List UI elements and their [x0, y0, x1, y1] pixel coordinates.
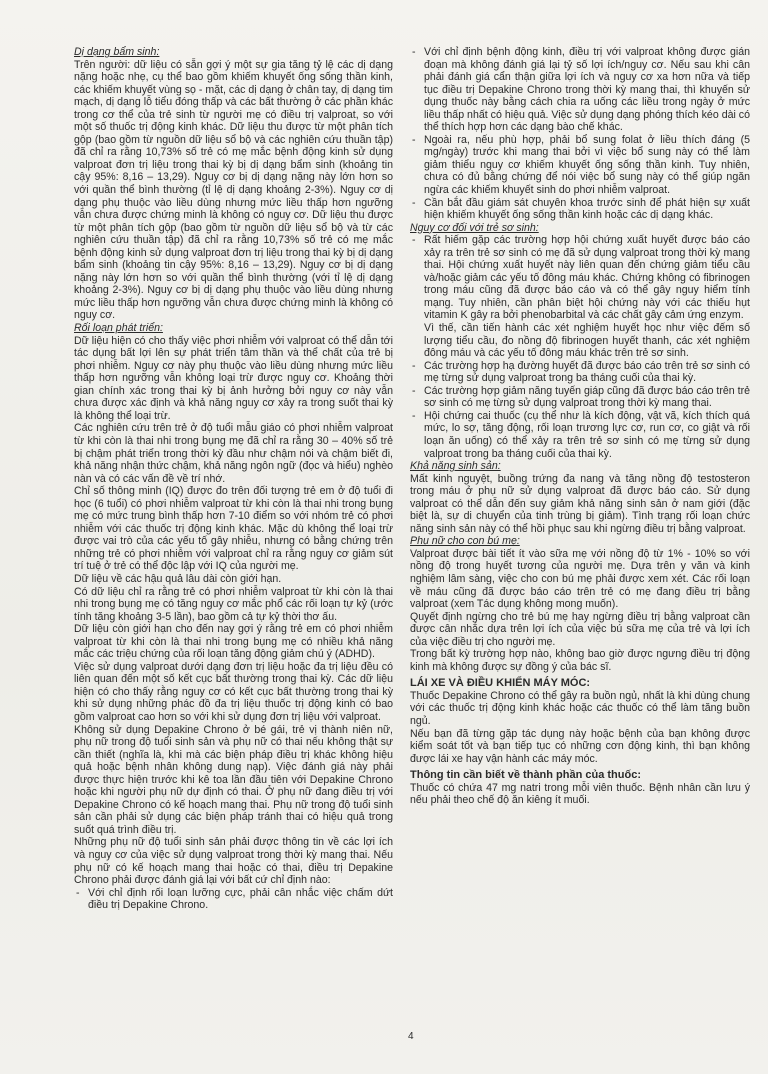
left-column — [74, 46, 393, 1046]
paragraph: Không sử dụng Depakine Chrono ở bé gái, trẻ vị thành niên nữ, phụ nữ trong độ tuổi sinh sản và phụ nữ có thai nếu không thật sự cần thiết (nghĩa là, khi mà các biện pháp điều trị khác không hiệu quả hoặc bệnh nhân không dung nạp). Việc đánh giá này phải được thực hiện trước khi kê toa lần đầu tiên với Depakine Chrono hoặc khi người phụ nữ dự định có thai. Ở phụ nữ đang điều trị với Depakine Chrono có kế hoạch mang thai. Phụ nữ trong độ tuổi sinh sản cần phải sử dụng các biện pháp tránh thai có hiệu quả trong suốt quá trình điều trị. — [74, 723, 393, 836]
paragraph: Quyết định ngừng cho trẻ bú mẹ hay ngừng điều trị bằng valproat cần được cân nhắc dựa trên lợi ích của việc bú sữa mẹ của trẻ và lợi ích của việc điều trị cho người mẹ. — [410, 610, 750, 648]
bullet-item: - Với chỉ định rối loạn lưỡng cực, phải cân nhắc việc chấm dứt điều trị Depakine Chrono. — [74, 887, 393, 912]
section-heading-development: Rối loạn phát triển: — [74, 322, 163, 335]
section-heading-newborn: Nguy cơ đối với trẻ sơ sinh: — [410, 221, 539, 234]
paragraph: Trên người: dữ liệu có sẵn gợi ý một sự gia tăng tỷ lệ các dị dạng nặng hoặc nhẹ, cụ thể bao gồm khiếm khuyết ống sống thần kinh, các khiếm khuyết vùng sọ - mặt, các dị dạng ở chân tay, dị dạng tim mạch, dị dạng lỗ tiểu đóng thấp và các bất thường ở các phần khác trong cơ thể của trẻ sinh từ người mẹ có điều trị valproat, so với một số thuốc trị động kinh khác. Dữ liệu thu được từ một phân tích gộp (bao gồm từ nguồn dữ liệu sổ bộ và các nghiên cứu thuần tập) đã chỉ ra rằng 10,73% số trẻ có mẹ mắc bệnh động kinh sử dụng valproat đơn trị liệu trong thai kỳ bị dị dạng bẩm sinh (khoảng tin cậy 95%: 8,16 – 13,29). Nguy cơ bị dị dạng nặng này lớn hơn so với quần thể bình thường (tỉ lệ dị dạng khoảng 2-3%). Nguy cơ dị dạng phụ thuộc vào liều dùng nhưng mức liều thấp hơn ngưỡng vẫn chưa được chứng minh là không có nguy cơ. Dữ liệu thu được từ một phân tích gộp (bao gồm từ nguồn dữ liệu sổ bộ và từ các nghiên cứu thuần tập) đã chỉ ra rằng 10,73% số trẻ có mẹ mắc bệnh động kinh sử dụng valproat đơn trị liệu trong thai kỳ bị dị dạng bẩm sinh (khoảng tin cậy 95%: 8,16 – 13,29). Nguy cơ bị dị dạng nặng này lớn hơn so với quần thể bình thường (với tỉ lệ dị dạng khoảng 2-3%). Nguy cơ bị dị dạng phụ thuộc vào liều dùng nhưng mức liều thấp hơn ngưỡng vẫn chưa được chứng minh là không có nguy cơ. — [74, 58, 393, 322]
paragraph: Những phụ nữ độ tuổi sinh sản phải được thông tin về các lợi ích và nguy cơ của việc sử dụng valproat trong thời kỳ mang thai. Nếu phụ nữ có kế hoạch mang thai hoặc có thai, điều trị Depakine Chrono phải được đánh giá lại với bất cứ chỉ định nào: — [74, 836, 393, 887]
bullet-item: - Hội chứng cai thuốc (cụ thể như là kích động, vật vã, kích thích quá mức, lo sợ, tăng động, rối loạn trương lực cơ, run cơ, co giật và rối loạn ăn uống) có thể xảy ra trên trẻ sơ sinh có mẹ từng sử dụng valproat trong ba tháng cuối của thai kỳ. — [410, 410, 750, 460]
bullet-item: - Cần bắt đầu giám sát chuyên khoa trước sinh để phát hiện sự xuất hiện khiếm khuyết ống sống thần kinh hoặc các dị dạng khác. — [410, 197, 750, 222]
right-column — [410, 46, 750, 1006]
paragraph: Dữ liệu hiện có cho thấy việc phơi nhiễm với valproat có thể dẫn tới tác dụng bất lợi lên sự phát triển tâm thần và thể chất của trẻ bị phơi nhiễm. Nguy cơ này phụ thuộc vào liều dùng nhưng mức liều thấp hơn ngưỡng vẫn không loại trừ được nguy cơ. Khoảng thời gian chính xác trong thai kỳ bị ảnh hưởng bởi nguy cơ này vẫn chưa được xác định và khả năng nguy cơ xảy ra trong suốt thai kỳ là không thể loại trừ. — [74, 334, 393, 422]
page-number: 4 — [408, 1031, 414, 1042]
paragraph: Dữ liệu còn giới hạn cho đến nay gợi ý rằng trẻ em có phơi nhiễm valproat từ khi còn là thai nhi trong bụng mẹ có nhiều khả năng mắc các triệu chứng của rối loạn tăng động giảm chú ý (ADHD). — [74, 623, 393, 661]
bullet-item: - Rất hiếm gặp các trường hợp hội chứng xuất huyết được báo cáo xảy ra trên trẻ sơ sinh có mẹ đã sử dụng valproat trong thời kỳ mang thai. Hội chứng xuất huyết này liên quan đến chứng giảm tiểu cầu và/hoặc giảm các yếu tố đông máu khác. Chứng không có fibrinogen trong máu cũng đã được báo cáo và có thể gây nguy hiểm tính mạng. Tuy nhiên, cần phân biệt hội chứng này với các thiếu hụt vitamin K gây ra bởi phenobarbital và các chất gây cảm ứng enzym. — [410, 234, 750, 322]
section-heading-composition: Thông tin cần biết về thành phần của thuốc: — [410, 769, 641, 782]
paragraph: Có dữ liệu chỉ ra rằng trẻ có phơi nhiễm valproat từ khi còn là thai nhi trong bụng mẹ có tăng nguy cơ mắc phổ các rối loạn tự kỷ (ước tính tăng khoảng 3-5 lần), bao gồm cả tự kỷ thời thơ ấu. — [74, 585, 393, 623]
paragraph: Các nghiên cứu trên trẻ ở độ tuổi mẫu giáo có phơi nhiễm valproat từ khi còn là thai nhi trong bụng mẹ đã chỉ ra rằng 30 – 40% số trẻ bị chậm phát triển trong thời kỳ đầu như chậm nói và chậm biết đi, khả năng nhận thức chậm, khả năng ngôn ngữ (đọc và hiểu) nghèo nàn và có các vấn đề về trí nhớ. — [74, 422, 393, 485]
paragraph: Thuốc Depakine Chrono có thể gây ra buồn ngủ, nhất là khi dùng chung với các thuốc trị động kinh khác hoặc các thuốc có thể làm tăng buồn ngủ. — [410, 689, 750, 727]
section-heading-driving: LÁI XE VÀ ĐIỀU KHIỂN MÁY MÓC: — [410, 677, 591, 690]
paragraph: Dữ liệu về các hậu quả lâu dài còn giới hạn. — [74, 572, 282, 585]
paragraph: Nếu bạn đã từng gặp tác dụng này hoặc bệnh của bạn không được kiểm soát tốt và bạn tiếp tục có những cơn động kinh, thì bạn không được lái xe hay vận hành các máy móc. — [410, 727, 750, 765]
paragraph: Mất kinh nguyệt, buồng trứng đa nang và tăng nồng độ testosteron trong máu ở phụ nữ sử dụng valproat đã được báo cáo. Sử dụng valproat có thể dẫn đến suy giảm khả năng sinh sản ở nam giới (đặc biệt là, sự di chuyển của tinh trùng bị giảm). Tình trạng rối loạn chức năng sinh sản này có thể hồi phục sau khi ngừng điều trị bằng valproat. — [410, 472, 750, 535]
paragraph: Chỉ số thông minh (IQ) được đo trên đối tượng trẻ em ở độ tuổi đi học (6 tuổi) có phơi nhiễm valproat từ khi còn là thai nhi trong bụng mẹ có mức trung bình thấp hơn 7-10 điểm so với nhóm trẻ có phơi nhiễm với các thuốc trị động kinh khác. Mặc dù không thể loại trừ được vai trò của các yếu tố gây nhiễu, nhưng có bằng chứng trên những trẻ có phơi nhiễm với valproat chỉ ra rằng nguy cơ giảm sút trí tuệ ở trẻ có thể độc lập với IQ của người mẹ. — [74, 485, 393, 573]
section-heading-fertility: Khả năng sinh sản: — [410, 460, 501, 473]
section-heading-congenital: Dị dạng bẩm sinh: — [74, 46, 160, 58]
section-heading-breastfeeding: Phụ nữ cho con bú mẹ: — [410, 535, 520, 548]
bullet-item: - Ngoài ra, nếu phù hợp, phải bổ sung folat ở liều thích đáng (5 mg/ngày) trước khi mang thai bởi vì việc bổ sung này có thể làm giảm thiểu nguy cơ khiếm khuyết ống sống thần kinh. Tuy nhiên, chưa có đủ bằng chứng để nói việc bổ sung này có thể giúp ngăn ngừa các khiếm khuyết sinh do phơi nhiễm valproat. — [410, 134, 750, 197]
paragraph: Trong bất kỳ trường hợp nào, không bao giờ được ngưng điều trị động kinh mà không được sự đồng ý của bác sĩ. — [410, 648, 750, 673]
bullet-item: - Các trường hợp giảm năng tuyến giáp cũng đã được báo cáo trên trẻ sơ sinh có mẹ từng sử dụng valproat trong thời kỳ mang thai. — [410, 385, 750, 410]
paragraph: Vì thế, cần tiến hành các xét nghiệm huyết học như việc đếm số lượng tiểu cầu, đo nồng độ fibrinogen huyết thanh, các xét nghiệm đông máu và các yếu tố đông máu khác trên trẻ sơ sinh. — [424, 322, 750, 360]
bullet-item: - Với chỉ định bệnh động kinh, điều trị với valproat không được gián đoạn mà không đánh giá lại tỷ số lợi ích/nguy cơ. Nếu sau khi cân phải đánh giá cẩn thận giữa lợi ích và nguy cơ xa hơn nữa và tiếp tục điều trị Depakine Chrono trong thời kỳ mang thai, thì khuyến sử dụng thuốc này bằng cách chia ra uống các liều trong ngày ở mức liều thấp nhất có hiệu quả. Việc sử dụng dạng phóng thích kéo dài có thể thích hợp hơn các dạng bào chế khác. — [410, 46, 750, 134]
paragraph: Valproat được bài tiết ít vào sữa mẹ với nồng độ từ 1% - 10% so với nồng độ trong huyết tương của người mẹ. Dựa trên y văn và kinh nghiệm lâm sàng, việc cho con bú mẹ phải được xem xét. Các rối loạn về máu cũng đã được báo cáo trên trẻ có mẹ đang điều trị bằng valproat (xem Tác dụng không mong muốn). — [410, 547, 750, 611]
paragraph: Thuốc có chứa 47 mg natri trong mỗi viên thuốc. Bệnh nhân cần lưu ý nếu phải theo chế độ ăn kiêng ít muối. — [410, 781, 750, 807]
bullet-item: - Các trường hợp hạ đường huyết đã được báo cáo trên trẻ sơ sinh có mẹ từng sử dụng valproat trong ba tháng cuối của thai kỳ. — [410, 360, 750, 385]
paragraph: Việc sử dụng valproat dưới dạng đơn trị liệu hoặc đa trị liệu đều có liên quan đến một số kết cục bất thường trong thai kỳ. Các dữ liệu hiện có cho thấy rằng nguy cơ có kết cục bất thường trong thai kỳ khi sử dụng những phác đồ đa trị liệu thuốc trị động kinh có bao gồm valproat cao hơn so với khi sử dụng đơn trị liệu với valproat. — [74, 660, 393, 723]
